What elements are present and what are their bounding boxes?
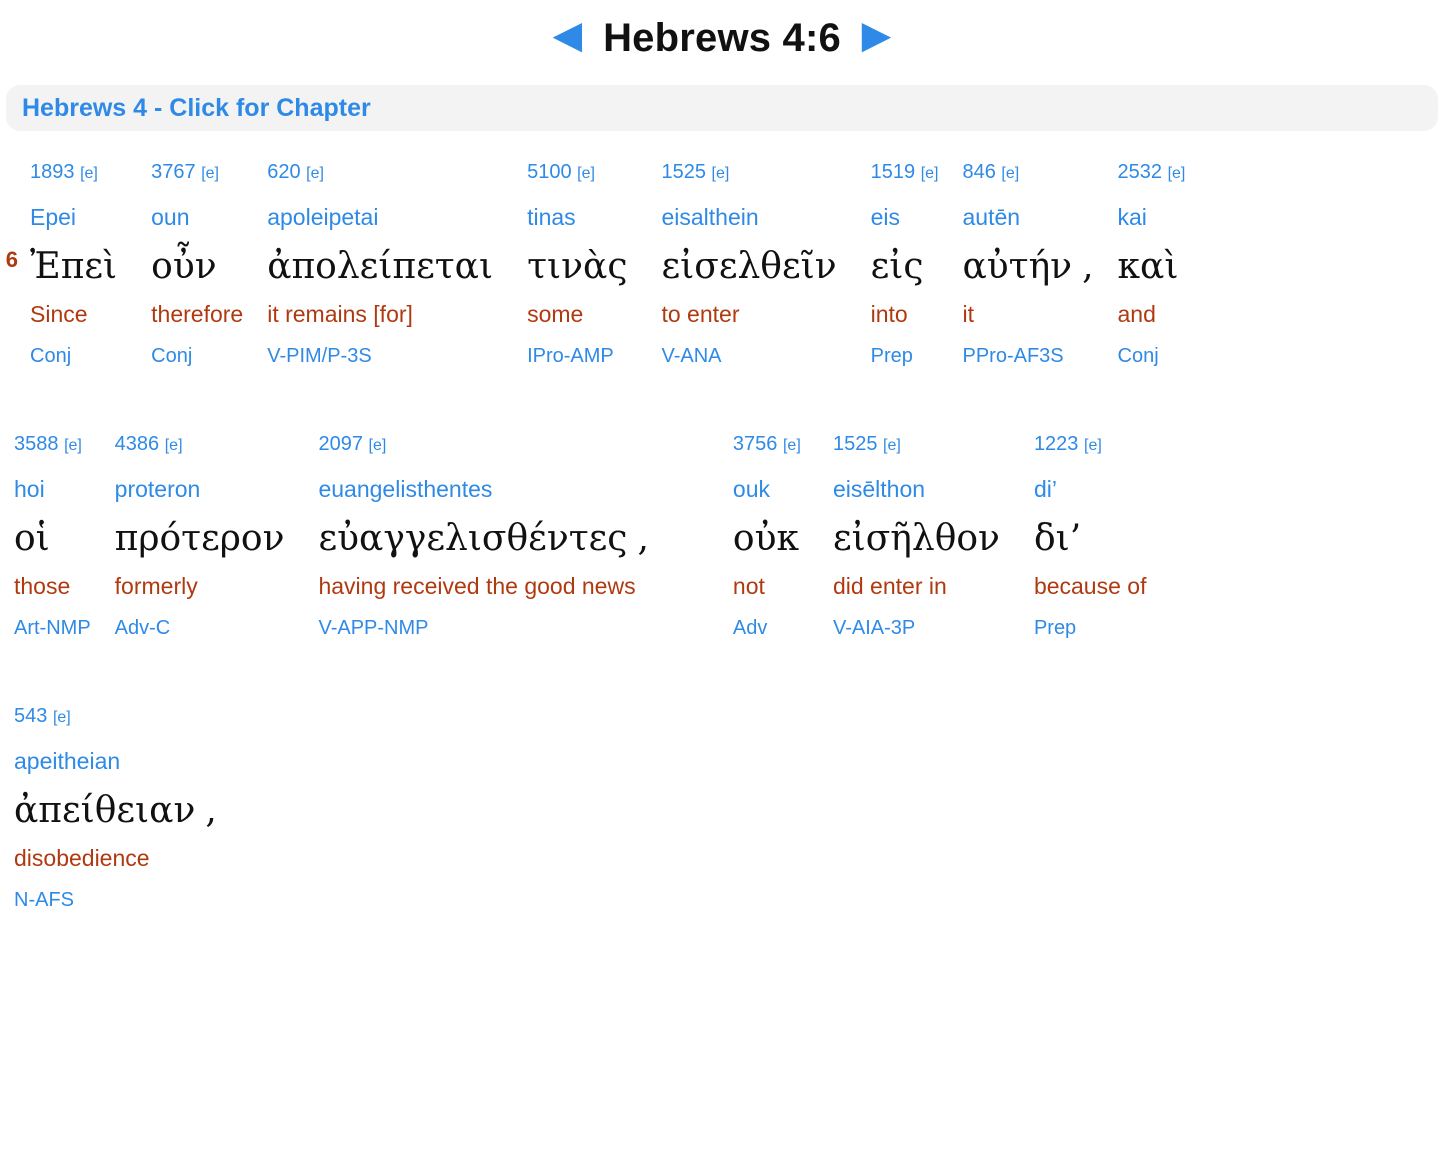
english-gloss: because of (1033, 572, 1147, 599)
english-gloss: those (14, 572, 71, 599)
word-block (527, 161, 637, 367)
parsing-code[interactable]: Adv-C (114, 616, 171, 639)
word-block (1118, 161, 1189, 367)
chapter-bar (6, 85, 1438, 131)
transliteration[interactable]: Epei (30, 204, 77, 230)
greek-word: οὖν (151, 246, 217, 288)
parsing-code[interactable]: Adv (732, 616, 768, 639)
greek-word: καὶ (1117, 246, 1179, 288)
word-block (151, 161, 243, 367)
english-gloss: disobedience (14, 844, 150, 871)
strongs-number[interactable]: 620 [e] (267, 161, 324, 183)
english-gloss: and (1117, 300, 1156, 327)
word-block (1034, 433, 1147, 639)
parsing-code[interactable]: Conj (1117, 344, 1159, 367)
transliteration[interactable]: apeitheian (14, 747, 121, 774)
interlinear-line (0, 433, 1444, 639)
english-gloss: it (962, 300, 974, 327)
greek-word: εἰσελθεῖν (661, 246, 837, 288)
greek-word: εὐαγγελισθέντες , (318, 518, 649, 560)
greek-word: δι’ (1033, 518, 1082, 560)
greek-word: εἰσῆλθον (832, 518, 1000, 560)
next-verse-icon[interactable]: ▶ (862, 14, 891, 55)
parsing-code[interactable]: V-APP-NMP (318, 616, 429, 639)
transliteration[interactable]: hoi (14, 475, 45, 502)
greek-word: αὐτήν , (962, 246, 1094, 288)
strongs-number[interactable]: 3588 [e] (14, 432, 82, 455)
transliteration[interactable]: kai (1117, 204, 1147, 230)
english-gloss: did enter in (832, 572, 947, 599)
word-block (30, 161, 127, 367)
english-gloss: to enter (661, 300, 740, 327)
transliteration[interactable]: oun (151, 204, 190, 230)
greek-word: ἀπολείπεται (267, 246, 494, 288)
strongs-number[interactable]: 543 [e] (14, 704, 71, 727)
transliteration[interactable]: eisēlthon (832, 475, 926, 502)
interlinear-line (0, 705, 1444, 911)
transliteration[interactable]: euangelisthentes (318, 475, 493, 502)
page-title: Hebrews 4:6 (603, 16, 841, 60)
strongs-number[interactable]: 5100 [e] (527, 161, 595, 183)
english-gloss: formerly (114, 572, 198, 599)
strongs-number[interactable]: 4386 [e] (114, 432, 183, 455)
transliteration[interactable]: proteron (114, 475, 201, 502)
word-block (871, 161, 939, 367)
english-gloss: Since (30, 300, 88, 327)
greek-word: πρότερον (114, 518, 285, 560)
strongs-number[interactable]: 2532 [e] (1117, 161, 1186, 183)
greek-word: ἀπείθειαν , (14, 790, 217, 832)
strongs-number[interactable]: 2097 [e] (318, 432, 387, 455)
verse-header (0, 0, 1444, 71)
english-gloss: some (527, 300, 584, 327)
word-block (267, 161, 503, 367)
parsing-code[interactable]: V-PIM/P-3S (267, 344, 372, 367)
parsing-code[interactable]: Art-NMP (14, 616, 91, 639)
transliteration[interactable]: di’ (1033, 475, 1057, 502)
parsing-code[interactable]: V-AIA-3P (832, 616, 916, 639)
strongs-number[interactable]: 846 [e] (962, 161, 1020, 183)
strongs-number[interactable]: 1525 [e] (661, 161, 730, 183)
english-gloss: into (870, 300, 908, 327)
parsing-code[interactable]: Prep (870, 344, 913, 367)
english-gloss: therefore (151, 300, 244, 327)
transliteration[interactable]: eis (870, 204, 901, 230)
transliteration[interactable]: apoleipetai (267, 204, 379, 230)
greek-word: οὐκ (732, 518, 799, 560)
strongs-number[interactable]: 3756 [e] (732, 432, 801, 455)
word-block (14, 433, 91, 639)
greek-word: τινὰς (527, 246, 628, 288)
parsing-code[interactable]: Conj (151, 344, 193, 367)
word-block (833, 433, 1010, 639)
strongs-number[interactable]: 1223 [e] (1033, 432, 1102, 455)
english-gloss: it remains [for] (267, 300, 413, 327)
parsing-code[interactable]: IPro-AMP (527, 344, 614, 367)
parsing-code[interactable]: PPro-AF3S (962, 344, 1064, 367)
strongs-number[interactable]: 1519 [e] (870, 161, 939, 183)
strongs-number[interactable]: 1893 [e] (30, 161, 98, 183)
transliteration[interactable]: ouk (732, 475, 770, 502)
word-block (661, 161, 846, 367)
english-gloss: having received the good news (318, 572, 636, 599)
strongs-number[interactable]: 1525 [e] (832, 432, 901, 455)
interlinear-body (0, 131, 1444, 1017)
parsing-code[interactable]: V-ANA (661, 344, 722, 367)
parsing-code[interactable]: N-AFS (14, 888, 74, 911)
word-block (115, 433, 295, 639)
word-block (733, 433, 809, 639)
transliteration[interactable]: autēn (962, 204, 1021, 230)
previous-verse-icon[interactable]: ◀ (553, 14, 582, 55)
greek-word: οἱ (14, 518, 50, 560)
word-block (962, 161, 1093, 367)
chapter-link[interactable]: Hebrews 4 - Click for Chapter (22, 93, 371, 122)
greek-word: Ἐπεὶ (30, 246, 118, 288)
interlinear-line (0, 161, 1444, 367)
strongs-number[interactable]: 3767 [e] (151, 161, 219, 183)
parsing-code[interactable]: Conj (30, 344, 72, 367)
english-gloss: not (732, 572, 765, 599)
word-block (14, 705, 217, 911)
greek-word: εἰς (870, 246, 924, 288)
verse-number: 6 (5, 247, 18, 272)
parsing-code[interactable]: Prep (1033, 616, 1077, 639)
transliteration[interactable]: tinas (527, 204, 576, 230)
transliteration[interactable]: eisalthein (661, 204, 759, 230)
word-block (318, 433, 648, 639)
